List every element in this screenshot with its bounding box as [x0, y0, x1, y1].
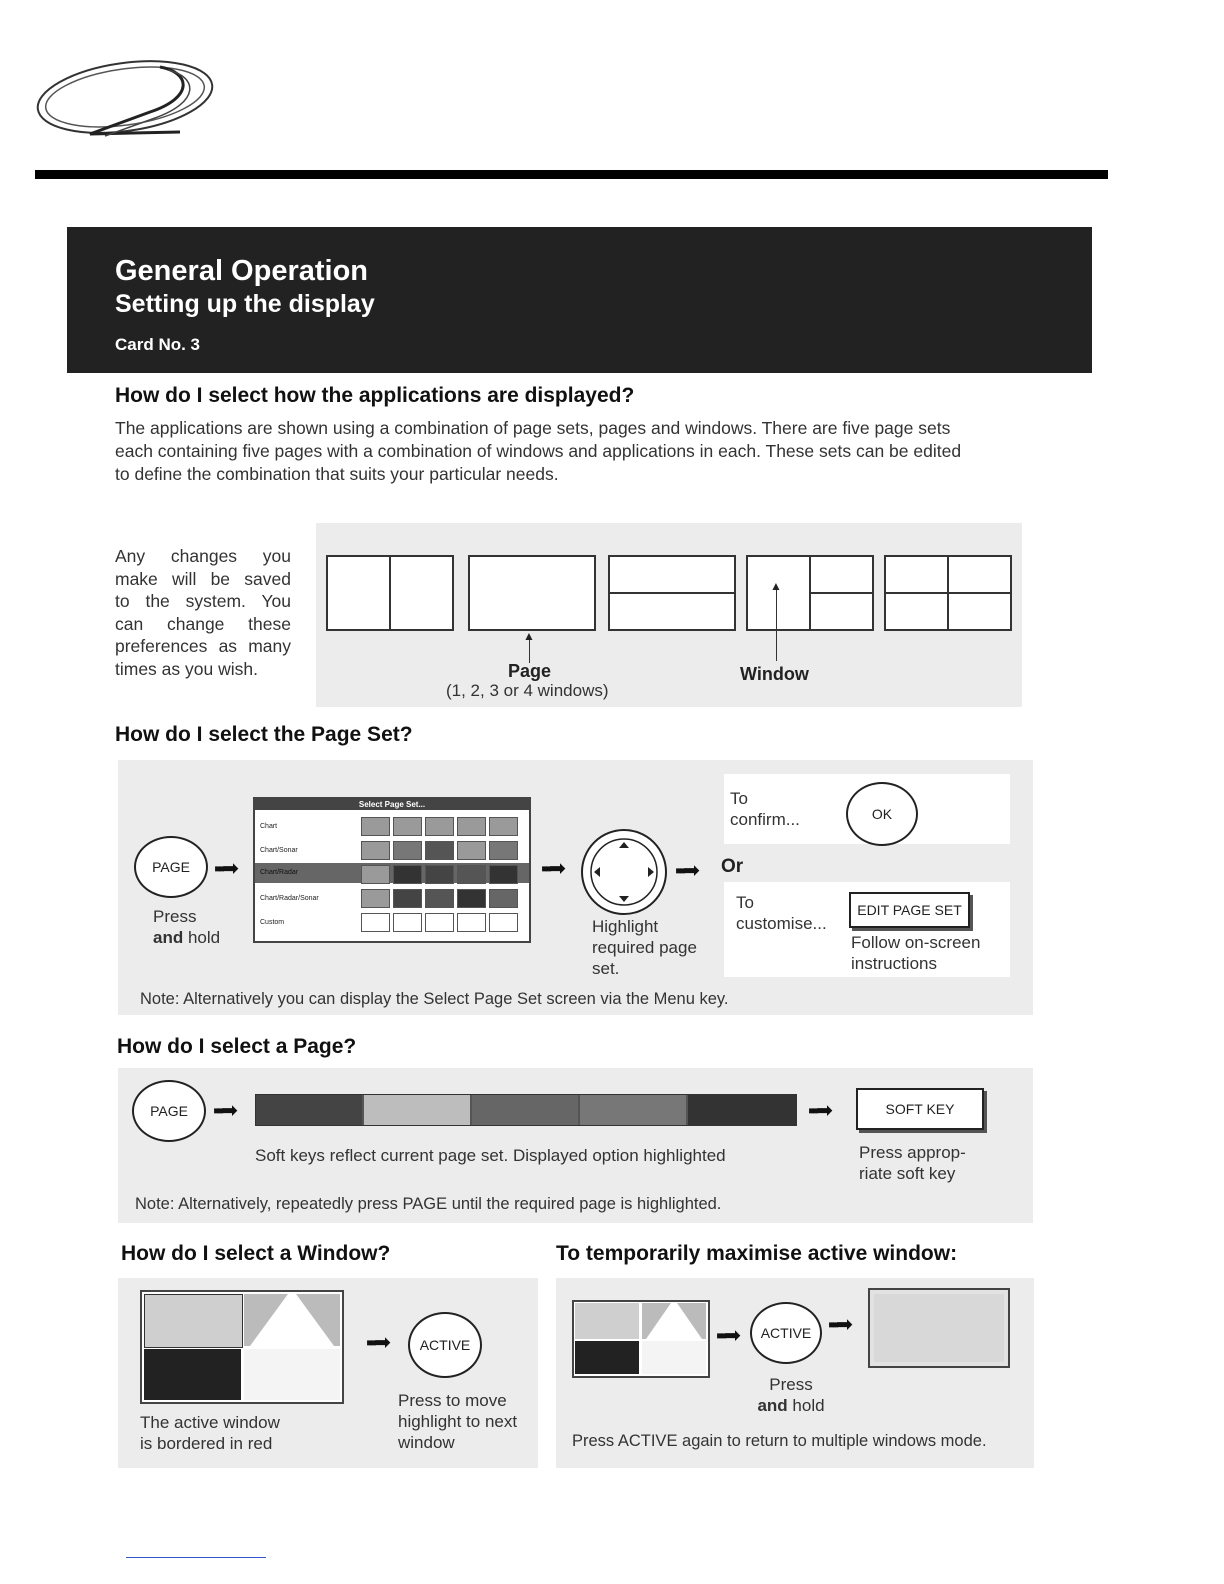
- select-page-set-screen: [253, 797, 531, 943]
- caption-line: riate soft key: [859, 1164, 956, 1183]
- thumbnail: [393, 841, 422, 860]
- arrow-right-icon: ▪▪➡: [808, 1100, 830, 1122]
- press-word: Press: [769, 1375, 813, 1394]
- multi-window-screen: [572, 1300, 710, 1378]
- multi-window-screen: [140, 1290, 344, 1404]
- layout-three: [746, 555, 874, 631]
- arrow-right-icon: ▪▪➡: [366, 1332, 388, 1354]
- footer-rule: [126, 1557, 266, 1558]
- intro-line: The applications are shown using a combination of page sets, pages and windows. There are five page sets: [115, 418, 951, 438]
- caption-line: instructions: [851, 954, 937, 973]
- page-note: Note: Alternatively, repeatedly press PAGE until the required page is highlighted.: [135, 1195, 722, 1213]
- highway-graphic: [642, 1303, 706, 1339]
- page-set-panel: [118, 760, 1033, 1015]
- up-arrow-icon: ▲: [523, 629, 535, 643]
- arrow-right-icon: ▪▪➡: [716, 1325, 738, 1347]
- arrow-right-icon: ▪▪➡: [213, 1100, 235, 1122]
- caption-line: Follow on-screen: [851, 933, 981, 952]
- soft-key-tile[interactable]: [472, 1095, 578, 1125]
- soft-key-tile-highlighted[interactable]: [364, 1095, 470, 1125]
- layout-four: [884, 555, 1012, 631]
- section-heading-display: How do I select how the applications are displayed?: [115, 384, 635, 407]
- thumbnail: [393, 817, 422, 836]
- thumbnail: [425, 817, 454, 836]
- caption-line: Press approp-: [859, 1143, 966, 1162]
- soft-key-strip: [255, 1094, 797, 1126]
- card-number: Card No. 3: [115, 335, 201, 354]
- dialog-title: Select Page Set...: [255, 799, 529, 810]
- chart-window: [575, 1303, 639, 1339]
- caption-line: set.: [592, 959, 620, 978]
- side-line: to the system. You: [115, 591, 291, 611]
- layout-single: [468, 555, 596, 631]
- or-label: Or: [721, 856, 744, 877]
- thumbnail: [393, 865, 422, 884]
- hold-word: hold: [792, 1396, 825, 1415]
- brand-logo: [30, 52, 220, 147]
- caption-line: required page: [592, 938, 697, 957]
- soft-key-tile[interactable]: [688, 1095, 796, 1125]
- arrow-right-icon: ▪▪➡: [214, 858, 236, 880]
- soft-keys-caption: Soft keys reflect current page set. Displayed option highlighted: [255, 1146, 726, 1165]
- thumbnail-empty: [393, 913, 422, 932]
- intro-line: each containing five pages with a combination of windows and applications in each. These sets can be edited: [115, 441, 962, 461]
- chart-window: [874, 1294, 1004, 1362]
- radar-window: [144, 1349, 241, 1400]
- maximised-window-screen: [868, 1288, 1010, 1368]
- thumbnail: [489, 889, 518, 908]
- maximise-panel: [556, 1278, 1034, 1468]
- and-word: and: [757, 1396, 788, 1415]
- page-label: Page: [508, 661, 552, 681]
- thumbnail: [425, 841, 454, 860]
- up-arrow-icon: ▲: [770, 579, 782, 593]
- arrow-right-icon: ▪▪➡: [828, 1314, 850, 1336]
- page-key-button[interactable]: PAGE: [134, 836, 208, 898]
- page-title: General Operation: [115, 255, 369, 287]
- thumbnail: [393, 889, 422, 908]
- highway-graphic: [244, 1294, 340, 1346]
- page-set-note: Note: Alternatively you can display the Select Page Set screen via the Menu key.: [140, 990, 729, 1008]
- caption-line: confirm...: [730, 810, 800, 829]
- thumbnail: [489, 841, 518, 860]
- caption-line: highlight to next: [398, 1412, 518, 1431]
- highway-window: [244, 1294, 340, 1346]
- thumbnail-empty: [489, 913, 518, 932]
- page-sub-label: (1, 2, 3 or 4 windows): [446, 681, 609, 700]
- caption-line: To: [730, 789, 748, 808]
- thumbnail: [457, 865, 486, 884]
- intro-line: to define the combination that suits your particular needs.: [115, 464, 559, 484]
- side-line: times as you wish.: [115, 658, 258, 679]
- window-label: Window: [740, 664, 809, 684]
- soft-key-button[interactable]: SOFT KEY: [856, 1088, 984, 1130]
- customise-caption: [736, 892, 827, 934]
- thumbnail: [489, 817, 518, 836]
- radar-window: [575, 1341, 639, 1374]
- layout-two-horizontal: [608, 555, 736, 631]
- hold-word: hold: [187, 928, 221, 947]
- layout-two-vertical: [326, 555, 454, 631]
- arrow-right-icon: ▪▪➡: [675, 860, 697, 882]
- confirm-caption: [730, 788, 800, 830]
- side-note: [115, 545, 291, 680]
- highway-window: [642, 1303, 706, 1339]
- top-rule: [35, 170, 1108, 179]
- active-key-button[interactable]: ACTIVE: [750, 1302, 822, 1364]
- chart-window: [144, 1294, 243, 1348]
- thumbnail: [361, 817, 390, 836]
- move-highlight-caption: [398, 1390, 517, 1453]
- and-word: and: [153, 928, 184, 947]
- page-select-panel: [118, 1068, 1033, 1223]
- intro-paragraph: [115, 417, 1035, 486]
- press-hold-caption: [750, 1374, 832, 1416]
- thumbnail: [361, 841, 390, 860]
- side-line: can change these: [115, 613, 291, 634]
- soft-key-tile[interactable]: [256, 1095, 362, 1125]
- side-line: make will be saved: [115, 568, 291, 589]
- layouts-panel: [316, 523, 1022, 707]
- thumbnail-empty: [425, 913, 454, 932]
- page-subtitle: Setting up the display: [115, 290, 375, 318]
- arrow-right-icon: ▪▪➡: [541, 858, 563, 880]
- highlight-caption: [592, 916, 697, 979]
- page-set-row-label[interactable]: Chart/Sonar: [260, 847, 298, 854]
- active-key-button[interactable]: ACTIVE: [408, 1312, 482, 1378]
- section-heading-page: How do I select a Page?: [117, 1035, 357, 1058]
- caption-line: window: [398, 1433, 455, 1452]
- thumbnail: [361, 889, 390, 908]
- thumbnail: [457, 817, 486, 836]
- page-set-row-label[interactable]: Chart/Radar: [260, 869, 299, 876]
- press-word: Press: [153, 907, 197, 926]
- follow-caption: [851, 932, 980, 974]
- thumbnail: [489, 865, 518, 884]
- caption-line: is bordered in red: [140, 1434, 273, 1453]
- thumbnail-empty: [457, 913, 486, 932]
- page-set-row-label[interactable]: Chart: [260, 823, 278, 830]
- thumbnail-empty: [361, 913, 390, 932]
- side-line: Any changes you: [115, 546, 291, 566]
- section-heading-window: How do I select a Window?: [121, 1242, 391, 1265]
- side-line: preferences as many: [115, 636, 291, 656]
- caption-line: To: [736, 893, 754, 912]
- maximise-note: Press ACTIVE again to return to multiple windows mode.: [572, 1432, 987, 1450]
- card-header: [67, 227, 1092, 373]
- press-soft-key-caption: [859, 1142, 966, 1184]
- press-hold-caption: [153, 906, 220, 948]
- page-set-row-label[interactable]: Chart/Radar/Sonar: [260, 895, 319, 902]
- thumbnail: [361, 865, 390, 884]
- ok-key-button[interactable]: OK: [846, 782, 918, 846]
- caption-line: The active window: [140, 1413, 280, 1432]
- window-pointer: [776, 587, 777, 661]
- page-key-button[interactable]: PAGE: [132, 1080, 206, 1142]
- caption-line: Highlight: [592, 917, 659, 936]
- data-window: [642, 1341, 706, 1374]
- thumbnail: [457, 841, 486, 860]
- edit-page-set-button[interactable]: EDIT PAGE SET: [849, 892, 970, 928]
- trackpad-icon[interactable]: [580, 828, 668, 916]
- active-border-caption: [140, 1412, 280, 1454]
- thumbnail: [425, 889, 454, 908]
- caption-line: Press to move: [398, 1391, 507, 1410]
- thumbnail: [425, 865, 454, 884]
- data-window: [244, 1349, 340, 1400]
- section-heading-maximise: To temporarily maximise active window:: [556, 1242, 958, 1265]
- section-heading-page-set: How do I select the Page Set?: [115, 723, 413, 746]
- soft-key-tile[interactable]: [580, 1095, 686, 1125]
- caption-line: customise...: [736, 914, 827, 933]
- page-set-row-label[interactable]: Custom: [260, 919, 285, 926]
- thumbnail: [457, 889, 486, 908]
- window-panel: [118, 1278, 538, 1468]
